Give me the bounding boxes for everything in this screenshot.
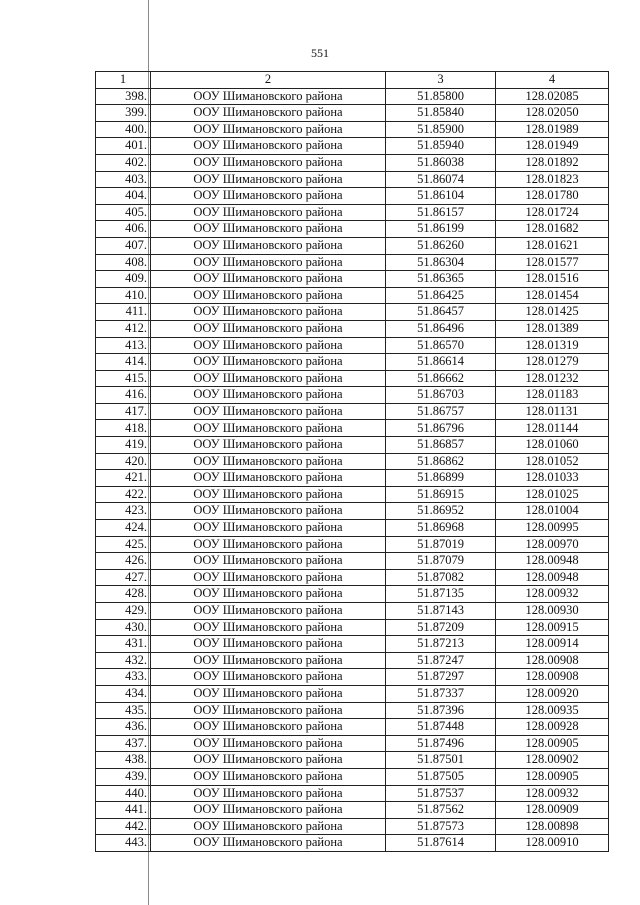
page-number: 551: [311, 46, 329, 60]
row-number-cell: 416.: [96, 387, 151, 404]
latitude-cell: 51.86857: [386, 437, 496, 454]
latitude-cell: 51.87079: [386, 553, 496, 570]
latitude-cell: 51.87019: [386, 536, 496, 553]
latitude-cell: 51.86570: [386, 337, 496, 354]
longitude-cell: 128.01621: [496, 237, 609, 254]
latitude-cell: 51.87135: [386, 586, 496, 603]
table-row: [96, 486, 609, 503]
row-number-cell: 399.: [96, 105, 151, 122]
latitude-cell: 51.87505: [386, 768, 496, 785]
longitude-cell: 128.01682: [496, 221, 609, 238]
organization-cell: ООУ Шимановского района: [151, 354, 386, 371]
table-row: [96, 171, 609, 188]
organization-cell: ООУ Шимановского района: [151, 154, 386, 171]
table-row: [96, 453, 609, 470]
organization-cell: ООУ Шимановского района: [151, 536, 386, 553]
organization-cell: ООУ Шимановского района: [151, 685, 386, 702]
longitude-cell: 128.00928: [496, 719, 609, 736]
latitude-cell: 51.86104: [386, 188, 496, 205]
row-number-cell: 411.: [96, 304, 151, 321]
table-row: [96, 403, 609, 420]
row-number-cell: 415.: [96, 370, 151, 387]
longitude-cell: 128.00970: [496, 536, 609, 553]
longitude-cell: 128.00920: [496, 685, 609, 702]
longitude-cell: 128.01052: [496, 453, 609, 470]
row-number-cell: 438.: [96, 752, 151, 769]
latitude-cell: 51.86457: [386, 304, 496, 321]
table-row: [96, 735, 609, 752]
table-row: [96, 768, 609, 785]
row-number-cell: 418.: [96, 420, 151, 437]
organization-cell: ООУ Шимановского района: [151, 370, 386, 387]
organization-cell: ООУ Шимановского района: [151, 271, 386, 288]
organization-cell: ООУ Шимановского района: [151, 553, 386, 570]
table-row: [96, 702, 609, 719]
organization-cell: ООУ Шимановского района: [151, 835, 386, 852]
longitude-cell: 128.00909: [496, 802, 609, 819]
longitude-cell: 128.00908: [496, 669, 609, 686]
table-row: [96, 121, 609, 138]
latitude-cell: 51.87337: [386, 685, 496, 702]
table-row: [96, 553, 609, 570]
latitude-cell: 51.87614: [386, 835, 496, 852]
table-row: [96, 337, 609, 354]
latitude-cell: 51.85900: [386, 121, 496, 138]
column-header-1: 1: [96, 72, 151, 89]
organization-cell: ООУ Шимановского района: [151, 569, 386, 586]
longitude-cell: 128.00948: [496, 569, 609, 586]
longitude-cell: 128.01279: [496, 354, 609, 371]
table-row: [96, 437, 609, 454]
organization-cell: ООУ Шимановского района: [151, 171, 386, 188]
organization-cell: ООУ Шимановского района: [151, 486, 386, 503]
row-number-cell: 437.: [96, 735, 151, 752]
row-number-cell: 398.: [96, 88, 151, 105]
organization-cell: ООУ Шимановского района: [151, 503, 386, 520]
table-row: [96, 569, 609, 586]
row-number-cell: 430.: [96, 619, 151, 636]
longitude-cell: 128.01144: [496, 420, 609, 437]
row-number-cell: 402.: [96, 154, 151, 171]
organization-cell: ООУ Шимановского района: [151, 105, 386, 122]
organization-cell: ООУ Шимановского района: [151, 420, 386, 437]
organization-cell: ООУ Шимановского района: [151, 603, 386, 620]
latitude-cell: 51.87562: [386, 802, 496, 819]
longitude-cell: 128.00930: [496, 603, 609, 620]
organization-cell: ООУ Шимановского района: [151, 287, 386, 304]
organization-cell: ООУ Шимановского района: [151, 237, 386, 254]
table-row: [96, 802, 609, 819]
table-row: [96, 138, 609, 155]
row-number-cell: 414.: [96, 354, 151, 371]
row-number-cell: 426.: [96, 553, 151, 570]
table-row: [96, 536, 609, 553]
longitude-cell: 128.01389: [496, 320, 609, 337]
table-body: [96, 88, 609, 851]
longitude-cell: 128.01232: [496, 370, 609, 387]
latitude-cell: 51.86304: [386, 254, 496, 271]
longitude-cell: 128.01780: [496, 188, 609, 205]
row-number-cell: 423.: [96, 503, 151, 520]
latitude-cell: 51.86614: [386, 354, 496, 371]
row-number-cell: 424.: [96, 520, 151, 537]
longitude-cell: 128.00932: [496, 586, 609, 603]
longitude-cell: 128.01319: [496, 337, 609, 354]
organization-cell: ООУ Шимановского района: [151, 387, 386, 404]
table-row: [96, 254, 609, 271]
row-number-cell: 420.: [96, 453, 151, 470]
latitude-cell: 51.85940: [386, 138, 496, 155]
longitude-cell: 128.01989: [496, 121, 609, 138]
table-row: [96, 154, 609, 171]
organization-cell: ООУ Шимановского района: [151, 121, 386, 138]
row-number-cell: 422.: [96, 486, 151, 503]
longitude-cell: 128.01025: [496, 486, 609, 503]
table-row: [96, 354, 609, 371]
longitude-cell: 128.00914: [496, 636, 609, 653]
latitude-cell: 51.86425: [386, 287, 496, 304]
organization-cell: ООУ Шимановского района: [151, 320, 386, 337]
latitude-cell: 51.87501: [386, 752, 496, 769]
longitude-cell: 128.02085: [496, 88, 609, 105]
longitude-cell: 128.00948: [496, 553, 609, 570]
longitude-cell: 128.01724: [496, 204, 609, 221]
organization-cell: ООУ Шимановского района: [151, 636, 386, 653]
latitude-cell: 51.86260: [386, 237, 496, 254]
row-number-cell: 421.: [96, 470, 151, 487]
latitude-cell: 51.85840: [386, 105, 496, 122]
latitude-cell: 51.87297: [386, 669, 496, 686]
organization-cell: ООУ Шимановского района: [151, 403, 386, 420]
longitude-cell: 128.01892: [496, 154, 609, 171]
longitude-cell: 128.00935: [496, 702, 609, 719]
row-number-cell: 413.: [96, 337, 151, 354]
row-number-cell: 403.: [96, 171, 151, 188]
table-row: [96, 237, 609, 254]
row-number-cell: 434.: [96, 685, 151, 702]
table-row: [96, 287, 609, 304]
row-number-cell: 439.: [96, 768, 151, 785]
organization-cell: ООУ Шимановского района: [151, 304, 386, 321]
table-row: [96, 204, 609, 221]
table-row: [96, 619, 609, 636]
latitude-cell: 51.87143: [386, 603, 496, 620]
table-row: [96, 652, 609, 669]
table-header-row: [96, 72, 609, 89]
longitude-cell: 128.00908: [496, 652, 609, 669]
organization-cell: ООУ Шимановского района: [151, 520, 386, 537]
row-number-cell: 409.: [96, 271, 151, 288]
longitude-cell: 128.01577: [496, 254, 609, 271]
row-number-cell: 400.: [96, 121, 151, 138]
table-row: [96, 105, 609, 122]
organization-cell: ООУ Шимановского района: [151, 138, 386, 155]
latitude-cell: 51.86862: [386, 453, 496, 470]
organization-cell: ООУ Шимановского района: [151, 719, 386, 736]
organization-cell: ООУ Шимановского района: [151, 437, 386, 454]
organization-cell: ООУ Шимановского района: [151, 619, 386, 636]
longitude-cell: 128.02050: [496, 105, 609, 122]
row-number-cell: 440.: [96, 785, 151, 802]
latitude-cell: 51.87082: [386, 569, 496, 586]
table-row: [96, 669, 609, 686]
organization-cell: ООУ Шимановского района: [151, 254, 386, 271]
row-number-cell: 436.: [96, 719, 151, 736]
latitude-cell: 51.86915: [386, 486, 496, 503]
latitude-cell: 51.86968: [386, 520, 496, 537]
table-row: [96, 320, 609, 337]
table-row: [96, 835, 609, 852]
latitude-cell: 51.86038: [386, 154, 496, 171]
table-row: [96, 188, 609, 205]
longitude-cell: 128.01183: [496, 387, 609, 404]
latitude-cell: 51.87496: [386, 735, 496, 752]
longitude-cell: 128.00905: [496, 735, 609, 752]
organization-cell: ООУ Шимановского района: [151, 88, 386, 105]
organization-cell: ООУ Шимановского района: [151, 702, 386, 719]
row-number-cell: 419.: [96, 437, 151, 454]
organization-cell: ООУ Шимановского района: [151, 204, 386, 221]
organization-cell: ООУ Шимановского района: [151, 337, 386, 354]
table-row: [96, 752, 609, 769]
latitude-cell: 51.86757: [386, 403, 496, 420]
latitude-cell: 51.87209: [386, 619, 496, 636]
latitude-cell: 51.86496: [386, 320, 496, 337]
longitude-cell: 128.01004: [496, 503, 609, 520]
longitude-cell: 128.01060: [496, 437, 609, 454]
organization-cell: ООУ Шимановского района: [151, 669, 386, 686]
latitude-cell: 51.86365: [386, 271, 496, 288]
row-number-cell: 443.: [96, 835, 151, 852]
longitude-cell: 128.00902: [496, 752, 609, 769]
row-number-cell: 404.: [96, 188, 151, 205]
organization-cell: ООУ Шимановского района: [151, 221, 386, 238]
row-number-cell: 428.: [96, 586, 151, 603]
table-row: [96, 88, 609, 105]
latitude-cell: 51.87247: [386, 652, 496, 669]
row-number-cell: 401.: [96, 138, 151, 155]
latitude-cell: 51.86703: [386, 387, 496, 404]
longitude-cell: 128.01454: [496, 287, 609, 304]
row-number-cell: 417.: [96, 403, 151, 420]
column-header-2: 2: [151, 72, 386, 89]
longitude-cell: 128.01131: [496, 403, 609, 420]
longitude-cell: 128.00905: [496, 768, 609, 785]
organization-cell: ООУ Шимановского района: [151, 752, 386, 769]
organization-cell: ООУ Шимановского района: [151, 802, 386, 819]
organization-cell: ООУ Шимановского района: [151, 188, 386, 205]
latitude-cell: 51.86899: [386, 470, 496, 487]
longitude-cell: 128.01949: [496, 138, 609, 155]
longitude-cell: 128.00898: [496, 818, 609, 835]
row-number-cell: 435.: [96, 702, 151, 719]
longitude-cell: 128.01823: [496, 171, 609, 188]
row-number-cell: 408.: [96, 254, 151, 271]
table-row: [96, 636, 609, 653]
table-row: [96, 685, 609, 702]
latitude-cell: 51.87537: [386, 785, 496, 802]
longitude-cell: 128.01425: [496, 304, 609, 321]
row-number-cell: 441.: [96, 802, 151, 819]
organization-cell: ООУ Шимановского района: [151, 470, 386, 487]
table-row: [96, 221, 609, 238]
row-number-cell: 433.: [96, 669, 151, 686]
row-number-cell: 432.: [96, 652, 151, 669]
row-number-cell: 425.: [96, 536, 151, 553]
column-header-4: 4: [496, 72, 609, 89]
organization-cell: ООУ Шимановского района: [151, 735, 386, 752]
longitude-cell: 128.00995: [496, 520, 609, 537]
row-number-cell: 407.: [96, 237, 151, 254]
table-row: [96, 420, 609, 437]
row-number-cell: 429.: [96, 603, 151, 620]
latitude-cell: 51.87573: [386, 818, 496, 835]
table-row: [96, 370, 609, 387]
table-row: [96, 304, 609, 321]
organization-cell: ООУ Шимановского района: [151, 453, 386, 470]
row-number-cell: 431.: [96, 636, 151, 653]
table-row: [96, 719, 609, 736]
latitude-cell: 51.86952: [386, 503, 496, 520]
table-row: [96, 271, 609, 288]
row-number-cell: 427.: [96, 569, 151, 586]
organization-cell: ООУ Шимановского района: [151, 785, 386, 802]
table-row: [96, 785, 609, 802]
longitude-cell: 128.00932: [496, 785, 609, 802]
latitude-cell: 51.86074: [386, 171, 496, 188]
row-number-cell: 412.: [96, 320, 151, 337]
organization-cell: ООУ Шимановского района: [151, 768, 386, 785]
table-row: [96, 818, 609, 835]
table-row: [96, 387, 609, 404]
organization-cell: ООУ Шимановского района: [151, 652, 386, 669]
row-number-cell: 406.: [96, 221, 151, 238]
table-row: [96, 603, 609, 620]
column-header-3: 3: [386, 72, 496, 89]
latitude-cell: 51.86796: [386, 420, 496, 437]
row-number-cell: 410.: [96, 287, 151, 304]
coordinates-table: [95, 71, 609, 852]
latitude-cell: 51.86199: [386, 221, 496, 238]
longitude-cell: 128.00915: [496, 619, 609, 636]
table-row: [96, 503, 609, 520]
latitude-cell: 51.87448: [386, 719, 496, 736]
latitude-cell: 51.87396: [386, 702, 496, 719]
row-number-cell: 405.: [96, 204, 151, 221]
latitude-cell: 51.86157: [386, 204, 496, 221]
longitude-cell: 128.00910: [496, 835, 609, 852]
latitude-cell: 51.85800: [386, 88, 496, 105]
longitude-cell: 128.01033: [496, 470, 609, 487]
latitude-cell: 51.87213: [386, 636, 496, 653]
table-row: [96, 520, 609, 537]
table-row: [96, 586, 609, 603]
table-row: [96, 470, 609, 487]
organization-cell: ООУ Шимановского района: [151, 818, 386, 835]
latitude-cell: 51.86662: [386, 370, 496, 387]
organization-cell: ООУ Шимановского района: [151, 586, 386, 603]
longitude-cell: 128.01516: [496, 271, 609, 288]
row-number-cell: 442.: [96, 818, 151, 835]
